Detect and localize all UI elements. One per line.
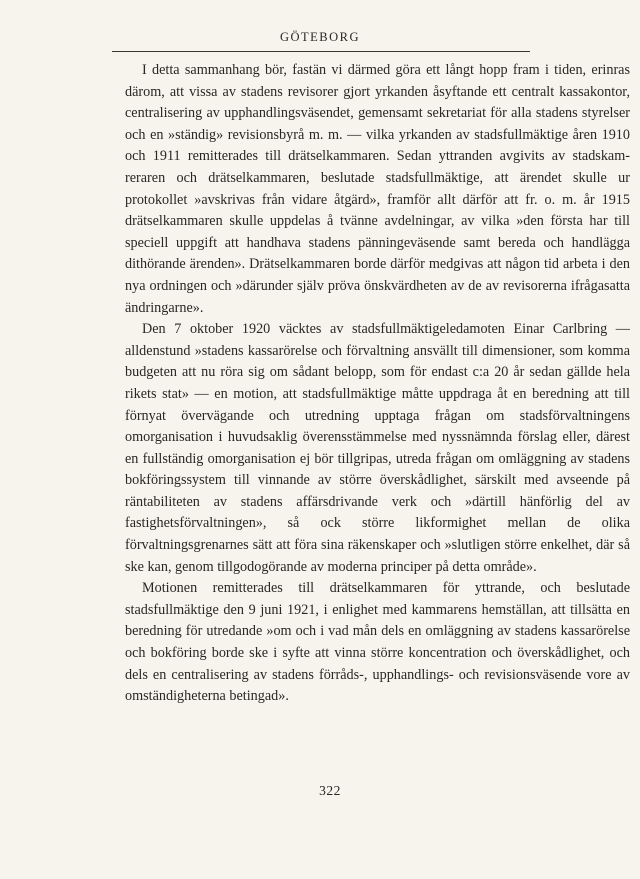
paragraph-2: Den 7 oktober 1920 väcktes av stadsfullmäktigeledamoten Einar Carlbring — alldenstund »stadens kassarörelse och förvaltning ansvällt till dimensioner, som komma budgeten att nu röra sig om sådant belopp, som för endast c:a 20 år sedan gällde hela rikets stat» — en motion, att stadsfullmäktige måtte uppdraga åt en beredning att till förnyat övervägande och utredning upptaga frågan om stadsförvaltningens omorganisation i huvudsaklig överensstämmelse med nyssnämnda förslag eller, därest en fullständig omorganisation ej bör tillgripas, utreda frågan om omläggning av stadens bokföringssystem till vinnande av större överskådlighet, särskilt med avseende på räntabiliteten av stadens affärsdrivande verk och »därtill hänförlig del av fastighetsförvaltningen», så ock större likformighet mellan de olika förvaltningsgrenarnes sätt att föra sina räkenskaper och »slutligen större enkelhet, där så ske kan, genom tillgodogörande av moderna principer på detta område». bbox=[125, 321, 630, 575]
paragraph-3: Motionen remitterades till drätselkammaren för yttrande, och beslutade stadsfullmäktige den 9 juni 1921, i enlighet med kammarens hemställan, att tillsätta en beredning för utredande »om och i vad mån dels en omläggning av stadens kassarörelse och bokföring borde ske i syfte att vinna större koncentration och överskådlighet, och dels en centralisering av stadens förråds-, upphandlings- och revisionsväsende vore av omständigheterna betingad». bbox=[125, 580, 630, 705]
running-header: GÖTEBORG bbox=[279, 30, 361, 44]
paragraph-1: I detta sammanhang bör, fastän vi därmed göra ett långt hopp fram i tiden, erinras därom, att vissa av stadens revisorer gjort yrkanden åsyftande ett centralt kassakontor, centralisering av upphandlingsväsendet, gemensamt sekretariat för alla stadens styrelser och en »ständig» revisionsbyrå m. m. — vilka yrkanden av stadsfullmäktige åren 1910 och 1911 remitterades till drätselkammaren. Sedan yttranden avgivits av stadskamreraren och drätselkammaren, beslutade stadsfullmäktige, att ärendet skulle ur protokollet »avskrivas från vidare åtgärd», framför allt därför att fr. o. m. år 1915 drätselkammaren skulle uppdelas å tvänne avdelningar, av vilka »den första har till speciell uppgift att handhava stadens pänningeväsende samt bereda och handlägga dithörande ärenden». Drätselkammaren borde därför medgivas att någon tid arbeta i den nya ordningen och »därunder själv pröva önskvärdheten av de av revisorerna ifrågasatta ändringarne». bbox=[125, 62, 630, 316]
page-number: 322 bbox=[319, 783, 341, 798]
body-text bbox=[125, 60, 630, 708]
header-rule bbox=[112, 51, 530, 52]
